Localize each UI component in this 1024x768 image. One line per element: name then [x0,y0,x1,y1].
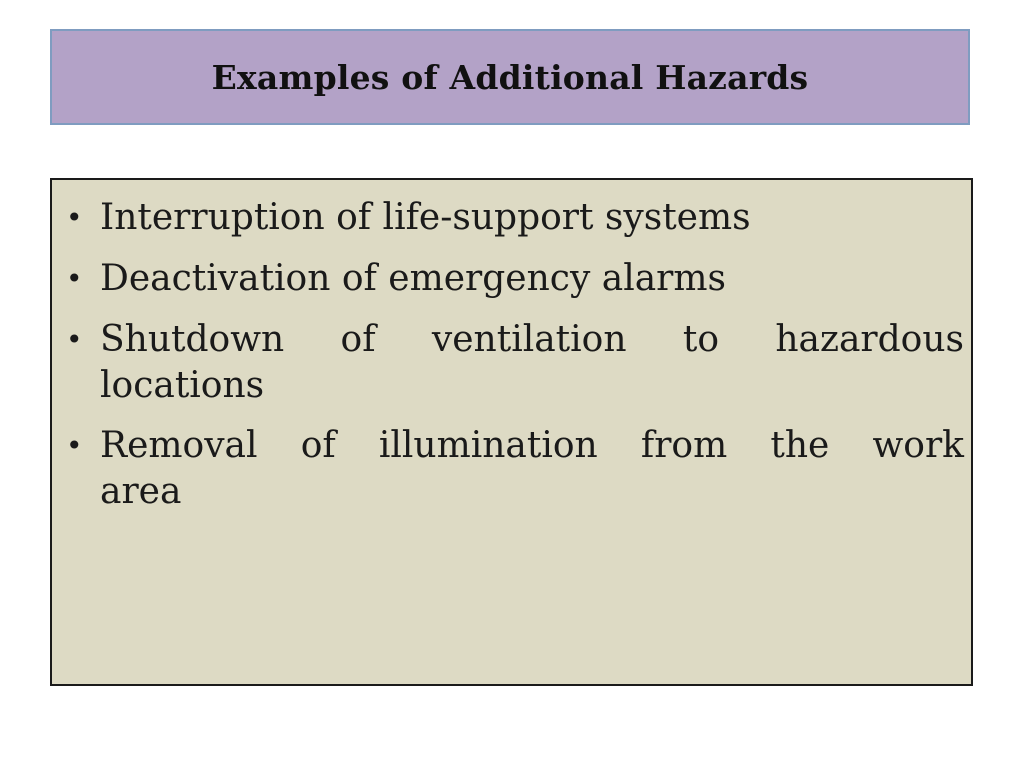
bullet-text: Deactivation of emergency alarms [100,258,726,299]
bullet-text: Interruption of life-support systems [100,197,751,238]
bullet-item [58,312,964,412]
bullet-icon: • [66,323,83,356]
slide-title: Examples of Additional Hazards [211,57,809,97]
bullet-item [58,418,964,518]
bullet-icon: • [66,201,83,234]
title-box [50,29,970,125]
bullet-text-continuation: area [100,471,182,512]
bullet-item [58,251,964,306]
bullet-list [58,190,964,524]
bullet-text-continuation: locations [100,365,265,406]
bullet-text: Shutdown of ventilation to hazardous [100,319,964,360]
bullet-icon: • [66,262,83,295]
bullet-item [58,190,964,245]
content-box [50,178,973,686]
bullet-icon: • [66,429,83,462]
bullet-text: Removal of illumination from the work [100,425,964,466]
